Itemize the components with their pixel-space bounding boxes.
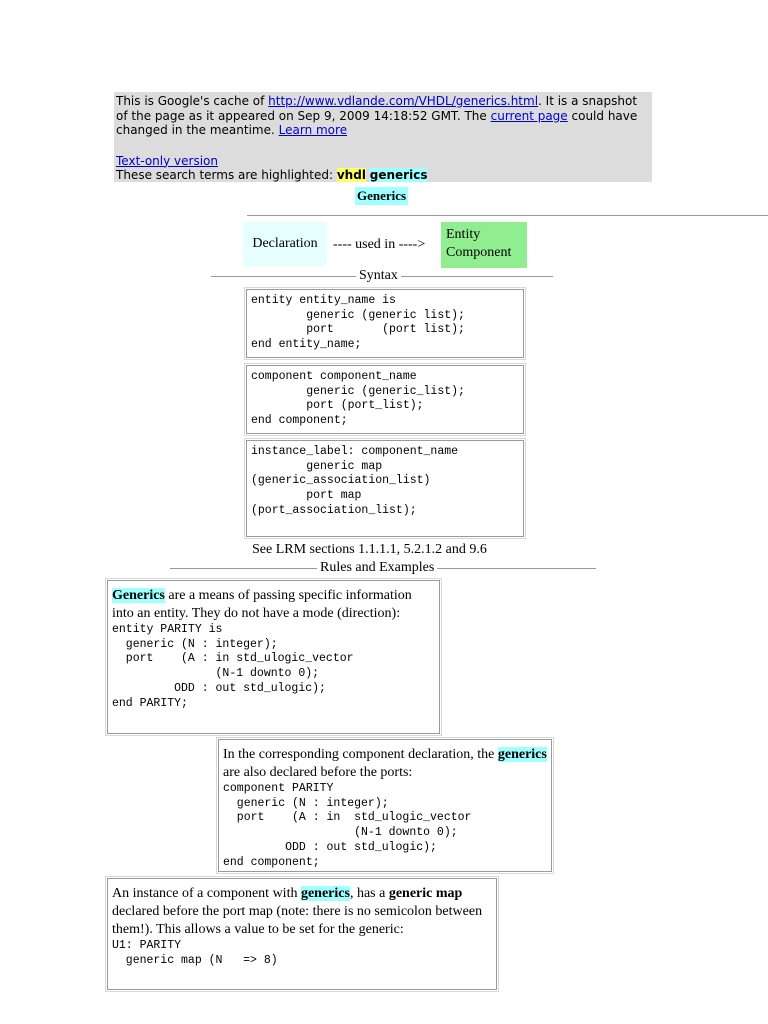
cache-text-2: . It is a snapshot of the page as it appeared on Sep 9, 2009 14:18:52 GMT. The <box>116 94 638 123</box>
example1-text: are a means of passing specific information into an entity. They do not have a mode (direction): <box>112 588 412 621</box>
example-generics-component <box>218 739 552 872</box>
cache-text-1: This is Google's cache of <box>116 94 269 108</box>
component-syntax-code: component component_name generic (generic_list); port (port_list); end component; <box>246 365 524 434</box>
current-page-link[interactable]: current page <box>490 108 568 123</box>
lrm-reference: See LRM sections 1.1.1.1, 5.2.1.2 and 9.6 <box>252 542 487 557</box>
term-generics: Generics <box>112 588 165 603</box>
example2-code: component PARITY generic (N : integer); port (A : in std_ulogic_vector (N-1 downto 0); ODD : out std_ulogic); end component; <box>223 782 472 869</box>
example-generic-map <box>107 878 497 990</box>
example3-text-3: declared before the port map (note: there is no semicolon between them!). This allows a value to be set for the generic: <box>112 904 483 937</box>
entity-syntax-code: entity entity_name is generic (generic list); port (port list); end entity_name; <box>246 289 524 358</box>
page-title: Generics <box>357 188 407 203</box>
component-label: Component <box>446 245 512 260</box>
example2-text-1: In the corresponding component declaration, the <box>223 747 498 762</box>
entity-label: Entity <box>446 227 481 242</box>
text-only-version-link[interactable]: Text-only version <box>116 153 218 168</box>
entity-component-cell <box>441 222 527 268</box>
google-cache-banner <box>114 92 652 182</box>
syntax-label: Syntax <box>356 268 401 284</box>
example2-text-2: are also declared before the ports: <box>223 765 413 780</box>
rules-label: Rules and Examples <box>317 560 437 576</box>
instance-syntax-code: instance_label: component_name generic map (generic_association_list) port map (port_association_list); <box>246 440 524 537</box>
generic-map-bold: generic map <box>388 886 463 901</box>
example3-text-2: , has a <box>349 886 389 901</box>
example3-text-1: An instance of a component with <box>112 886 301 901</box>
term-generics: generics <box>300 886 350 901</box>
example3-code: U1: PARITY generic map (N => 8) <box>112 939 278 967</box>
search-term-vhdl: vhdl <box>336 168 366 182</box>
example1-code: entity PARITY is generic (N : integer); port (A : in std_ulogic_vector (N-1 downto 0); ODD : out std_ulogic); end PARITY; <box>112 623 354 710</box>
learn-more-link[interactable]: Learn more <box>278 123 348 137</box>
search-term-generics: generics <box>369 168 428 182</box>
used-in-arrow-text: ---- used in ----> <box>333 237 426 252</box>
example-generics-entity <box>107 580 440 734</box>
declaration-cell: Declaration <box>243 222 327 266</box>
title-divider <box>247 215 768 216</box>
term-generics: generics <box>497 747 547 762</box>
cached-url-link[interactable]: http://www.vdlande.com/VHDL/generics.html <box>268 94 539 108</box>
cache-text-3: could have changed in the meantime. <box>116 108 638 137</box>
highlight-prefix: These search terms are highlighted: <box>116 168 337 182</box>
